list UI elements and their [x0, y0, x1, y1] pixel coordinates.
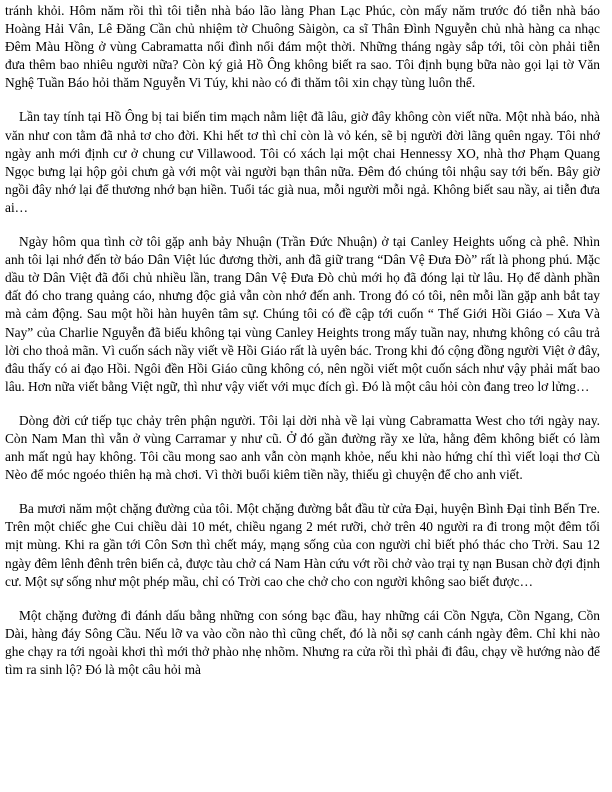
paragraph-6: Một chặng đường đi đánh dấu bằng những con sóng bạc đầu, hay những cái Cồn Ngựa, Cồn Ngang, Cồn Dài, hàng đáy Sông Cầu. Nếu lỡ va vào cồn nào thì cũng chết, đó là nỗi sợ canh cánh ngày đêm. Chỉ khi nào ghe chạy ra tới ngoài khơi thì mới thở phào nhẹ nhõm. Nhưng ra cửa rồi thì phải đi đâu, chạy về hướng nào để tìm ra sinh lộ? Đó là một câu hỏi mà [5, 607, 600, 677]
paragraph-3: Ngày hôm qua tình cờ tôi gặp anh bảy Nhuận (Trần Đức Nhuận) ở tại Canley Heights uống cà phê. Nhìn anh tôi lại nhớ đến tờ báo Dân Việt lúc đương thời, anh đã giữ trang “Dân Vệ Đưa Đò” rất là phong phú. Mặc dầu tờ Dân Việt đã đổi chủ nhiều lần, trang Dân Vệ Đưa Đò chủ mới họ đã đóng lại từ lâu. Họ để dành phần đất đó cho trang quảng cáo, nhưng độc giả vẫn còn nhớ đến anh. Trong đó có tôi, nên mỗi lần gặp anh bắt tay mà cảm động. Sau một hồi hàn huyên tâm sự. Chúng tôi có đề cập tới cuốn “ Thế Giới Hồi Giáo – Xưa Và Nay” của Charlie Nguyễn đã biếu không tại vùng Canley Heights trong mấy tuần nay, nhưng không có câu trả lời cho thoả mãn. Vì cuốn sách nầy viết về Hồi Giáo rất là uyên bác. Trong khi đó cộng đồng người Việt ở đây, đâu thấy có ai đạo Hồi. Ngôi đền Hồi Giáo cũng không có, nên ngồi viết một cuốn sách như vậy phải mất bao lâu. Hơn nữa viết bằng Việt ngữ, thì như vậy viết với mục đích gì. Đó là một câu hỏi còn đang treo lơ lửng… [5, 234, 600, 394]
paragraph-4: Dòng đời cứ tiếp tục chảy trên phận người. Tôi lại dời nhà về lại vùng Cabramatta West cho tới ngày nay. Còn Nam Man thì vẫn ở vùng Carramar y như cũ. Ở đó gần đường rầy xe lửa, hằng đêm không biết có làm anh mất ngủ hay không. Tôi cầu mong sao anh vẫn còn mạnh khỏe, nếu khi nào hứng chí thì viết loại thơ Cù Nèo để móc ngoéo thiên hạ mà chơi. Vì thời buổi kiêm tiền nầy, thiếu gì chuyện để cho anh viết. [5, 412, 600, 483]
paragraph-2: Lần tay tính tại Hồ Ông bị tai biến tim mạch nằm liệt đã lâu, giờ đây không còn viết nữa. Một nhà báo, nhà văn như con tằm đã nhả tơ cho đời. Khi hết tơ thì chỉ còn là vỏ kén, sẽ bị người đời lãng quên ngay. Tôi nhớ ngày anh mới định cư ở chung cư Villawood. Tôi có xách lại một chai Hennessy XO, nhà thơ Phạm Quang Ngọc bưng lại hộp gỏi chưn gà với một vài người bạn thân nữa. Đêm đó chúng tôi nhậu say tới bến. Bây giờ ngồi đây nhớ lại để thương nhớ bạn hiền. Tuổi tác già nua, mỗi người mỗi ngả. Không biết sau nầy, ai tiễn đưa ai… [5, 109, 600, 215]
paragraph-5: Ba mươi năm một chặng đường của tôi. Một chặng đường bắt đầu từ cửa Đại, huyện Bình Đại tỉnh Bến Tre. Trên một chiếc ghe Cui chiều dài 10 mét, chiều ngang 2 mét rưỡi, chở trên 40 người ra đi trong một đêm tối mịt mùng. Khi ra gần tới Côn Sơn thì chết máy, mạng sống của con người chỉ biết phó thác cho Trời. Sau 12 ngày đêm lênh đênh trên biển cả, được tàu chở cá Nam Hàn cứu vớt rồi chở vào trại tỵ nạn Busan chờ đợi định cư. Một sự sống như một phép mầu, chỉ có Trời cao che chở cho con người không sao biết được… [5, 501, 600, 589]
paragraph-1: tránh khỏi. Hôm năm rồi thì tôi tiễn nhà báo lão làng Phan Lạc Phúc, còn mấy năm trước đó tiễn nhà báo Hoàng Hải Vân, Lê Đăng Cần chủ nhiệm tờ Chuông Sàigòn, ca sĩ Thân Đình Nguyễn chủ nhà hàng ca nhạc Đêm Màu Hồng ở vùng Cabramatta nổi đình nổi đám một thời. Những tháng ngày sắp tới, tôi còn phải tiễn đưa thêm bao nhiêu người nữa? Còn ký giả Hồ Ông không biết ra sao. Tôi định bụng bữa nào gọi lại tờ Văn Nghệ Tuần Báo hỏi thăm Nguyễn Vi Túy, khi nào có đi thăm tôi xin chạy tùng luôn thể. [5, 3, 600, 91]
